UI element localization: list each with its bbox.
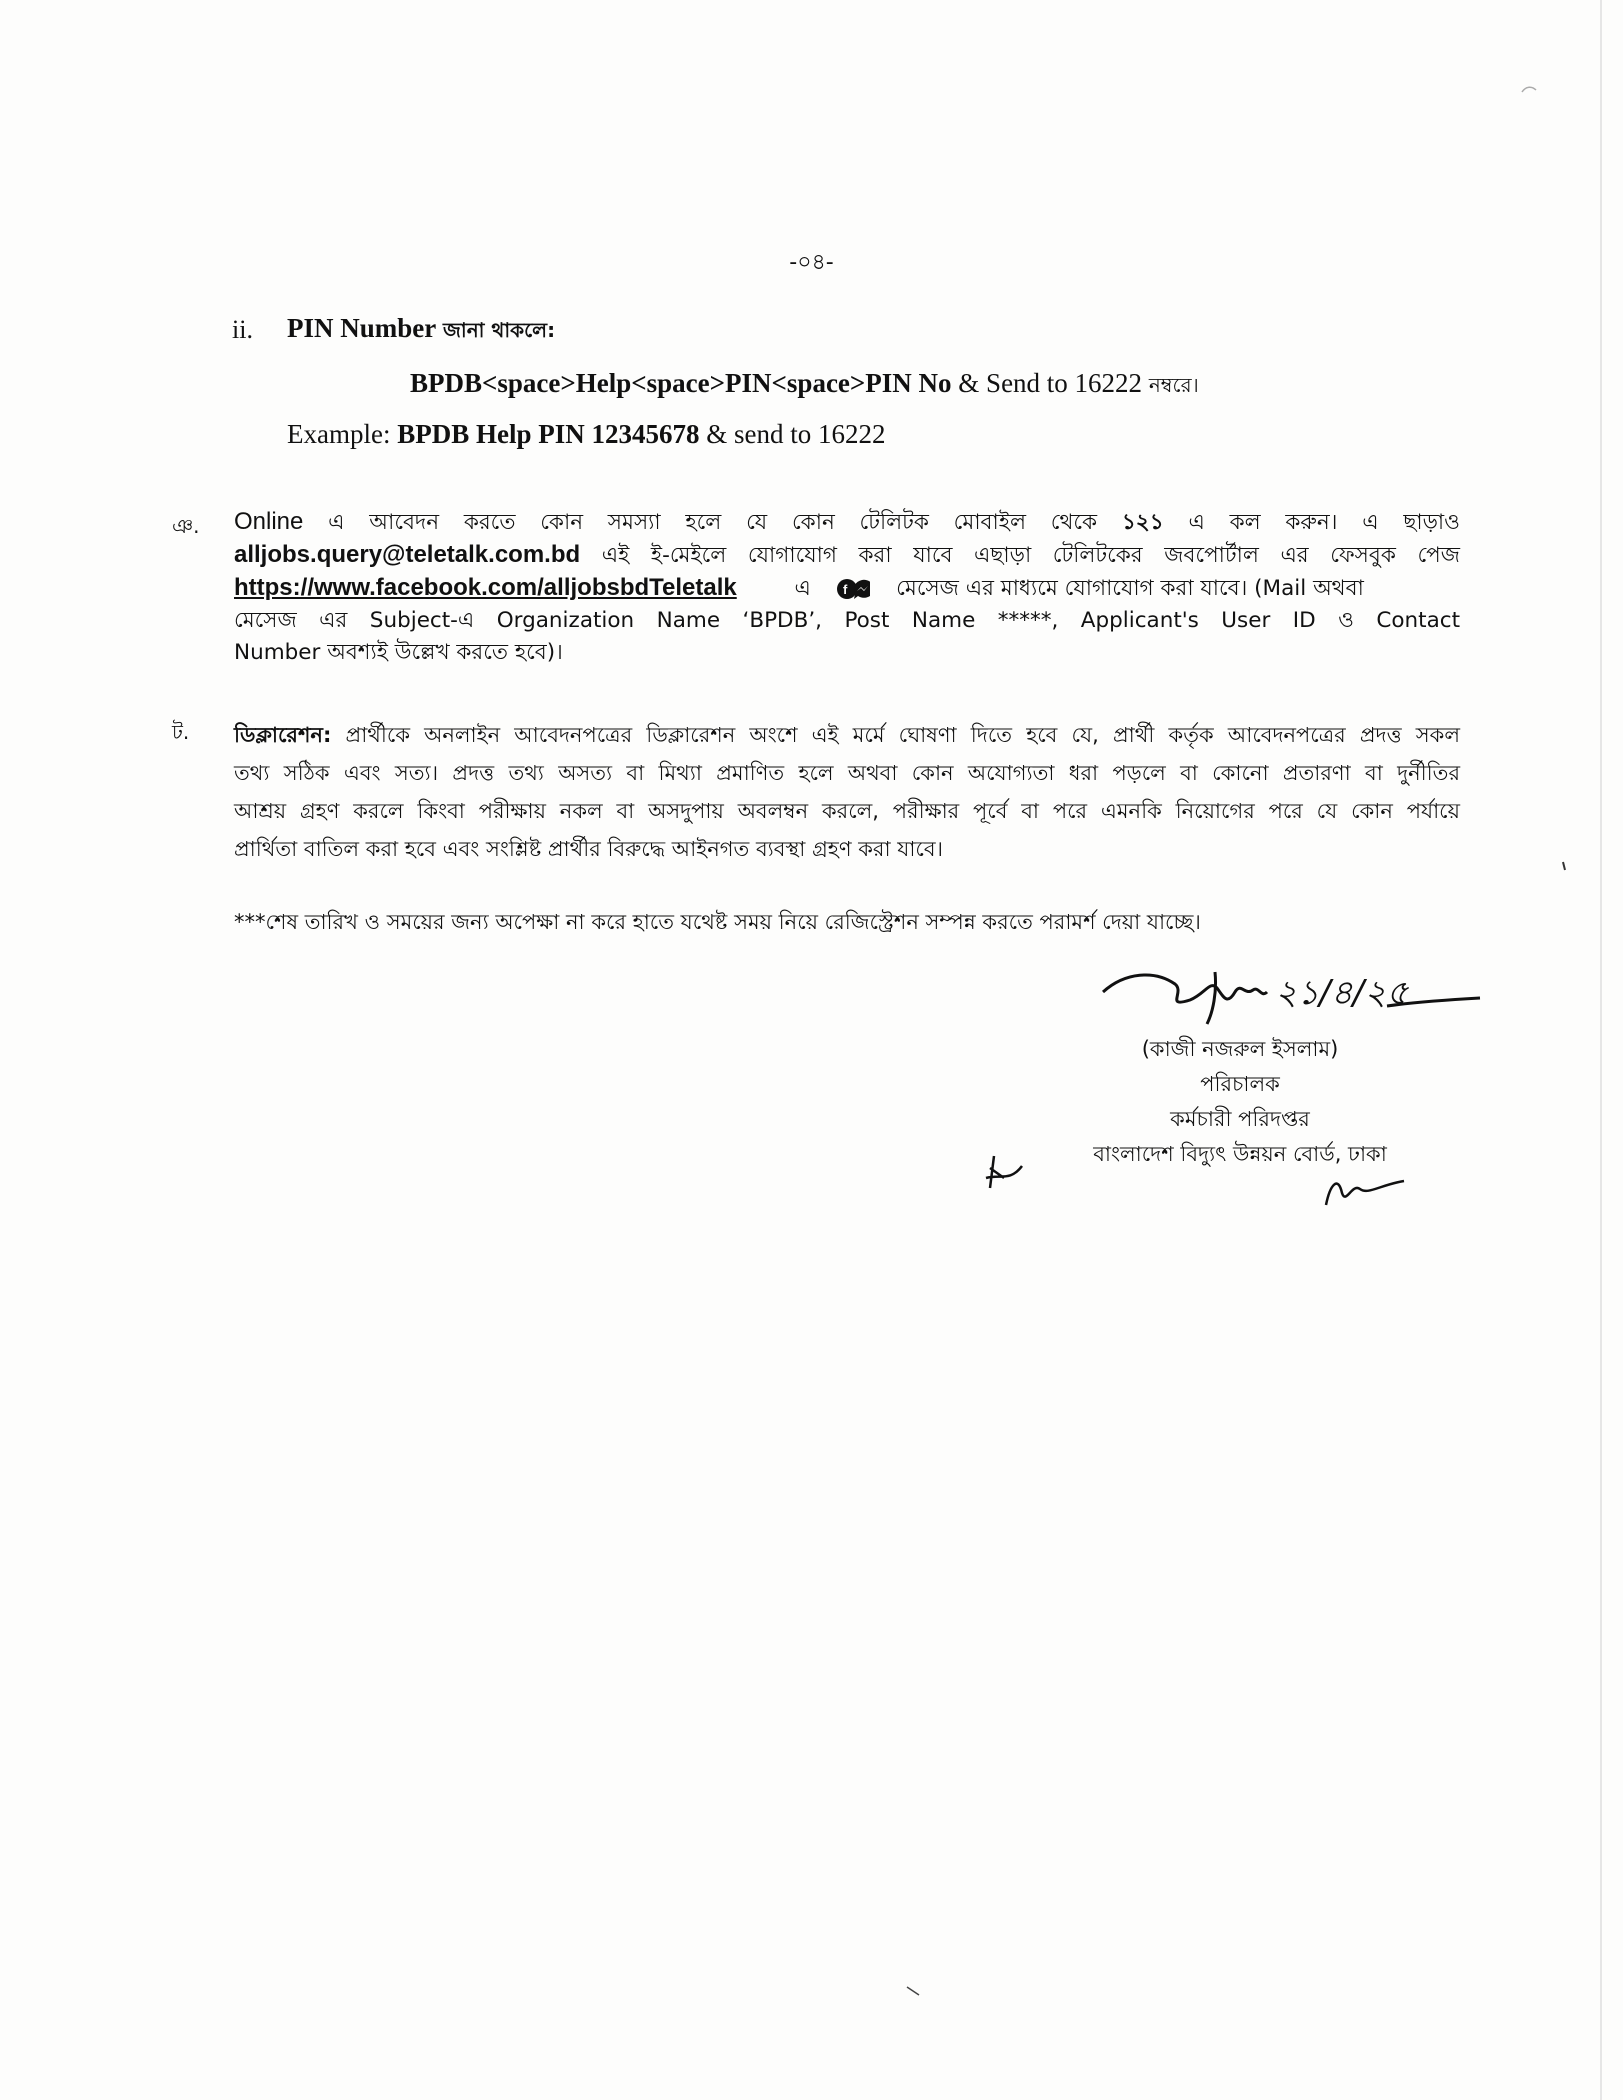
initial-scribble-left <box>980 1148 1030 1198</box>
section-jha-body <box>234 506 1460 669</box>
declaration-label: ডিক্লারেশন: <box>234 723 332 747</box>
scan-edge <box>1600 0 1602 2100</box>
section-ii-marker: ii. <box>232 315 253 344</box>
declaration-line2: তথ্য সঠিক এবং সত্য। প্রদত্ত তথ্য অসত্য বা মিথ্যা প্রমাণিত হলে অথবা কোন অযোগ্যতা ধরা পড়লে বা কোনো প্রতারণা বা দুর্নীতির <box>234 761 1460 785</box>
example-suffix: & send to 16222 <box>699 419 886 449</box>
signatory-name: (কাজী নজরুল ইসলাম) <box>1141 1037 1339 1061</box>
initial-scribble-right <box>1320 1165 1410 1210</box>
declaration-line3: আশ্রয় গ্রহণ করলে কিংবা পরীক্ষায় নকল বা অসদুপায় অবলম্বন করলে, পরীক্ষার পূর্বে বা পরে এমনকি নিয়োগের পরে যে কোন পর্যায়ে <box>234 799 1460 823</box>
declaration-line4: প্রার্থিতা বাতিল করা হবে এবং সংশ্লিষ্ট প্রার্থীর বিরুদ্ধে আইনগত ব্যবস্থা গ্রহণ করা যাবে। <box>234 837 944 861</box>
scan-speck <box>1520 82 1540 96</box>
signatory-designation: পরিচালক <box>1200 1072 1280 1096</box>
declaration-line1: প্রার্থীকে অনলাইন আবেদনপত্রের ডিক্লারেশন অংশে এই মর্মে ঘোষণা দিতে হবে যে, প্রার্থী কর্তৃক আবেদনপত্রের প্রদত্ত সকল <box>331 723 1460 747</box>
advice-note: ***শেষ তারিখ ও সময়ের জন্য অপেক্ষা না করে হাতে যথেষ্ট সময় নিয়ে রেজিস্ট্রেশন সম্পন্ন করতে পরামর্শ দেয়া যাচ্ছে। <box>234 910 1201 934</box>
signature-date: ২১/৪/২৫ <box>1275 973 1409 1013</box>
jha-line3-b: মেসেজ এর মাধ্যমে যোগাযোগ করা যাবে। (Mail অথবা <box>896 576 1364 601</box>
facebook-page-link[interactable]: https://www.facebook.com/alljobsbdTeletalk <box>234 574 737 601</box>
sms-format-line <box>410 368 1199 404</box>
example-prefix: Example: <box>287 419 398 449</box>
section-ta-marker: ট. <box>172 720 190 744</box>
scan-speck <box>1560 860 1568 872</box>
jha-line1-text: এ আবেদন করতে কোন সমস্যা হলে যে কোন টেলিটক মোবাইল থেকে <box>303 510 1122 535</box>
sms-number-label: নম্বরে। <box>1148 373 1199 397</box>
jha-line1-end: এ কল করুন। এ ছাড়াও <box>1163 510 1460 535</box>
svg-text:f: f <box>843 582 848 597</box>
pin-number-heading: PIN Number <box>287 313 437 343</box>
sms-format: BPDB<space>Help<space>PIN<space>PIN No <box>410 368 952 398</box>
section-ii-heading <box>287 313 555 349</box>
signatory-organization: বাংলাদেশ বিদ্যুৎ উন্নয়ন বোর্ড, ঢাকা <box>1093 1142 1387 1166</box>
jha-line2-text: এই ই-মেইলে যোগাযোগ করা যাবে এছাড়া টেলিটকের জবপোর্টাল এর ফেসবুক পেজ <box>580 543 1460 568</box>
jha-line4: মেসেজ এর Subject-এ Organization Name ‘BPDB’, Post Name *****, Applicant's User ID ও Contact <box>234 608 1460 633</box>
section-jha-marker: ঞ. <box>172 514 200 538</box>
sms-example-line <box>287 419 885 450</box>
handwritten-signature <box>1095 962 1485 1032</box>
page-number: -০৪- <box>789 250 834 275</box>
online-word: Online <box>234 508 304 535</box>
signatory-department: কর্মচারী পরিদপ্তর <box>1170 1107 1310 1131</box>
pin-known-label: জানা থাকলে: <box>443 318 556 342</box>
messenger-icon <box>836 577 870 601</box>
call-number: ১২১ <box>1121 510 1164 535</box>
jha-line3-a: এ <box>794 576 811 601</box>
example-sms: BPDB Help PIN 12345678 <box>397 419 700 449</box>
jha-line5: Number অবশ্যই উল্লেখ করতে হবে)। <box>234 640 563 665</box>
sms-send-to: & Send to 16222 <box>951 368 1149 398</box>
signatory-block <box>1060 1032 1420 1172</box>
scan-speck <box>905 1985 923 1999</box>
section-ta-body <box>234 716 1460 868</box>
support-email-link[interactable]: alljobs.query@teletalk.com.bd <box>234 541 581 568</box>
